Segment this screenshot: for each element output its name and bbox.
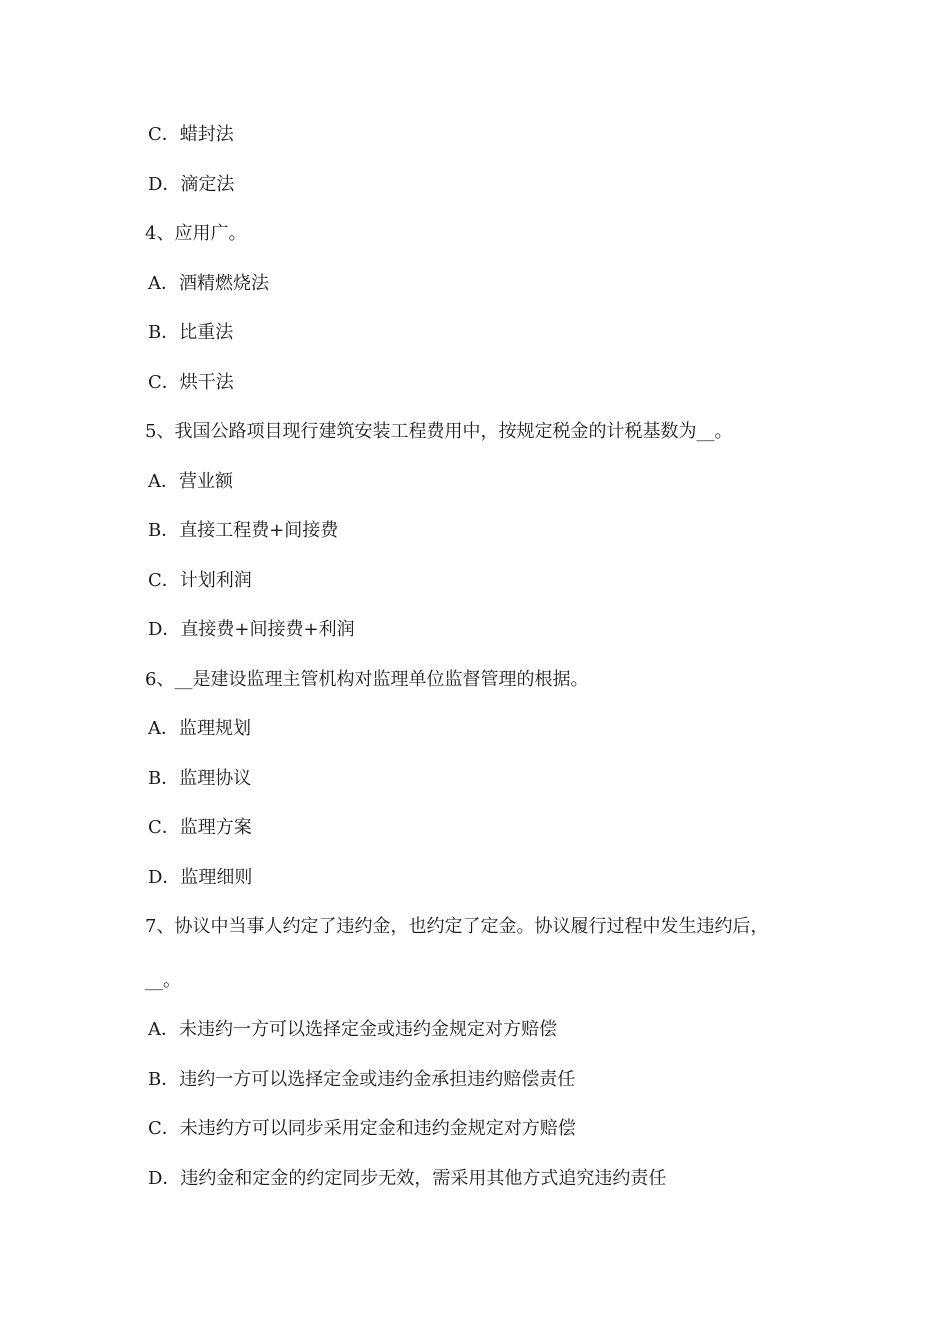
question-7-continuation: __。 <box>145 970 181 991</box>
question-4: 4、应用广。 <box>145 223 247 244</box>
option-6a: A．监理规划 <box>148 718 251 739</box>
question-5: 5、我国公路项目现行建筑安装工程费用中，按规定税金的计税基数为__。 <box>145 421 733 442</box>
question-7: 7、协议中当事人约定了违约金，也约定了定金。协议履行过程中发生违约后， <box>145 916 769 937</box>
option-3d: D．滴定法 <box>148 174 235 195</box>
option-7a: A．未违约一方可以选择定金或违约金规定对方赔偿 <box>148 1019 557 1040</box>
question-6: 6、__是建设监理主管机构对监理单位监督管理的根据。 <box>145 669 589 690</box>
option-5b: B．直接工程费+间接费 <box>148 520 339 541</box>
option-5c: C．计划利润 <box>148 570 252 591</box>
option-7b: B．违约一方可以选择定金或违约金承担违约赔偿责任 <box>148 1069 576 1090</box>
option-7d: D．违约金和定金的约定同步无效，需采用其他方式追究违约责任 <box>148 1168 667 1189</box>
option-4c: C．烘干法 <box>148 372 234 393</box>
option-5d: D．直接费+间接费+利润 <box>148 619 355 640</box>
option-6d: D．监理细则 <box>148 867 253 888</box>
option-4b: B．比重法 <box>148 322 234 343</box>
option-3c: C．蜡封法 <box>148 124 234 145</box>
option-6c: C．监理方案 <box>148 817 252 838</box>
option-6b: B．监理协议 <box>148 768 252 789</box>
option-5a: A．营业额 <box>148 471 233 492</box>
option-7c: C．未违约方可以同步采用定金和违约金规定对方赔偿 <box>148 1118 576 1139</box>
option-4a: A．酒精燃烧法 <box>148 273 269 294</box>
